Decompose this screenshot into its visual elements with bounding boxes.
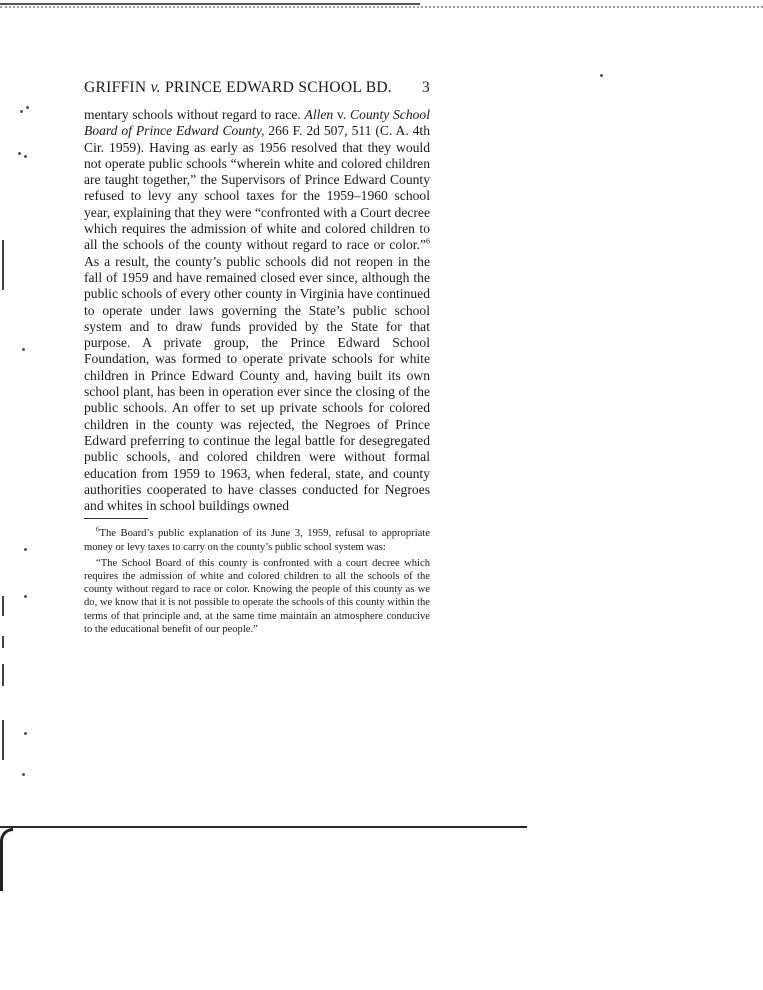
case-citation-name: Allen <box>304 107 334 122</box>
scan-speck <box>22 348 25 351</box>
footnote-divider <box>84 518 148 519</box>
page-number: 3 <box>421 79 430 96</box>
scan-speck <box>24 548 27 551</box>
footnote-intro-paragraph <box>84 527 430 553</box>
scan-speck <box>26 106 29 109</box>
scan-top-dotted-edge <box>0 6 763 8</box>
body-text-end: As a result, the county’s public schools did not reopen in the fall of 1959 and have remained closed ever since, although the public schools of every other county in Virginia have continued to operate under laws governing the State’s public school system and to draw funds provided by the State for that purpose. A private group, the Prince Edward School Foundation, was formed to operate private schools for white children in Prince Edward County and, having built its own school plant, has been in operation ever since the closing of the public schools. An offer to set up private schools for colored children in the county was rejected, the Negroes of Prince Edward preferring to continue the legal battle for desegregated public schools, and colored children were without formal education from 1959 to 1963, when federal, state, and county authorities cooperated to have classes conducted for Negroes and whites in school buildings owned <box>84 253 430 514</box>
scan-edge-mark <box>2 596 4 616</box>
document-page <box>84 78 430 636</box>
case-party-left: GRIFFIN <box>84 79 147 96</box>
scan-bottom-rule <box>0 826 527 828</box>
scan-edge-mark <box>2 720 4 760</box>
body-paragraph <box>84 107 430 514</box>
scan-edge-mark <box>2 664 4 686</box>
body-text-start: mentary schools without regard to race. <box>84 107 305 122</box>
body-text-middle: 266 F. 2d 507, 511 (C. A. 4th Cir. 1959). Having as early as 1956 resolved that they would not operate public schools “wherein white and colored children are taught together,” the Supervisors of Prince Edward County refused to levy any school taxes for the 1959–1960 school year, explaining that they were “confronted with a Court decree which requires the admission of white and colored children to all the schools of the county without regard to race or color.” <box>84 123 430 253</box>
scan-speck <box>24 155 27 158</box>
scan-top-edge <box>0 3 420 5</box>
case-party-right: PRINCE EDWARD SCHOOL BD. <box>164 79 393 96</box>
scan-edge-mark <box>2 240 4 290</box>
scan-speck <box>18 152 21 155</box>
case-citation-party: County School Board of Prince Edward County, <box>84 107 430 139</box>
running-head <box>84 78 430 98</box>
scan-speck <box>22 773 25 776</box>
scan-edge-mark <box>2 636 4 648</box>
footnote <box>84 527 430 636</box>
scan-speck <box>24 595 27 598</box>
case-citation-versus: v. <box>333 107 350 122</box>
footnote-quote: “The School Board of this county is confronted with a court decree which requires the admission of white and colored children to all the schools of the county without regard to race or color. Knowing the people of this county as we do, we know that it is not possible to operate the schools of this county within the terms of that principle and, at the same time maintain an atmosphere conducive to the educational benefit of our people.” <box>84 557 430 635</box>
scan-speck <box>20 110 23 113</box>
footnote-reference: 6 <box>426 236 430 246</box>
footnote-intro: The Board’s public explanation of its June 3, 1959, refusal to appropriate money or levy taxes to carry on the county’s public school system was: <box>84 528 430 553</box>
case-caption <box>84 78 392 98</box>
versus-label: v. <box>150 79 161 96</box>
scan-speck <box>24 732 27 735</box>
scan-speck <box>600 74 603 77</box>
footnote-number: 6 <box>96 525 100 534</box>
scan-corner-mark <box>0 828 13 891</box>
